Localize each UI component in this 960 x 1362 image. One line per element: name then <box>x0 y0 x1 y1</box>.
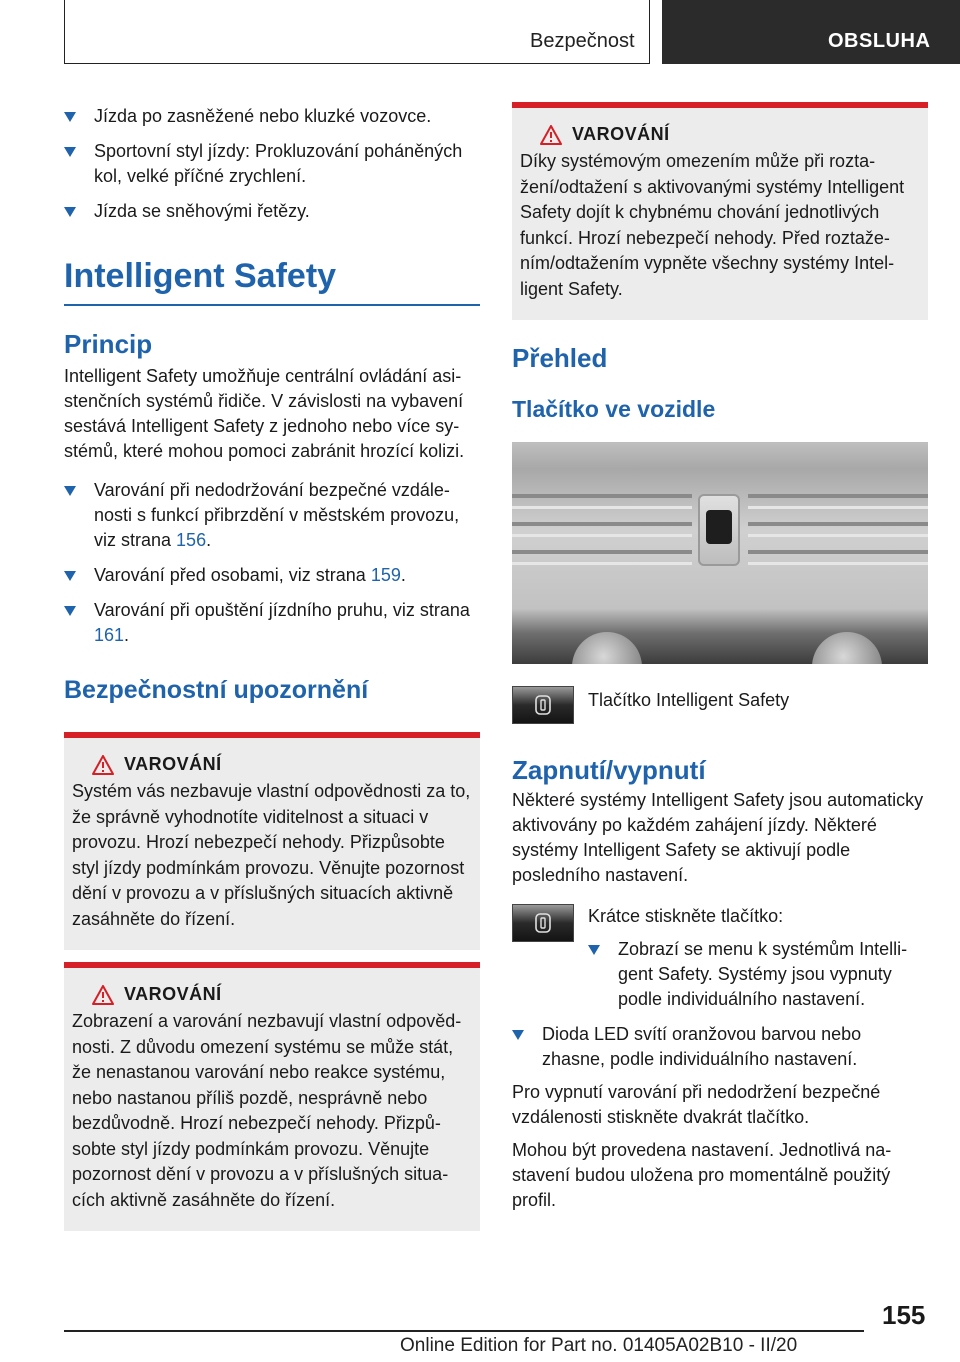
principle-heading: Princip <box>64 329 153 359</box>
button-caption: Tlačítko Intelligent Safety <box>588 690 790 710</box>
triangle-bullet-icon <box>64 486 76 496</box>
list-item: Varování při opuštění jízdního pruhu, viz strana 161. <box>64 598 480 648</box>
list-item: Zobrazí se menu k systémům Intelligent Safety. Systémy jsou vypnuty podle individuálního nastavení. <box>588 937 928 1012</box>
list-item: Varování při nedodržování bezpečné vzdálenosti s funkcí přibrzdění v městském provozu, viz strana 156. <box>64 478 480 553</box>
left-column <box>64 100 480 1231</box>
warning-title: VAROVÁNÍ <box>572 124 670 144</box>
warning-triangle-icon <box>92 755 114 775</box>
press-button-row <box>512 904 928 1012</box>
list-item: Varování před osobami, viz strana 159. <box>64 563 480 588</box>
button-caption-row <box>512 686 928 724</box>
section-title: Bezpečnost <box>530 30 635 52</box>
edition-footer: Online Edition for Part no. 01405A02B10 - II/20 <box>400 1335 798 1356</box>
list-item: Dioda LED svítí oranžovou barvou nebo zhasne, podle individuálního nastavení. <box>512 1022 928 1072</box>
right-column <box>512 102 928 1213</box>
press-instruction: Krátce stiskněte tlačítko: <box>588 906 784 926</box>
triangle-bullet-icon <box>64 112 76 122</box>
triangle-bullet-icon <box>64 147 76 157</box>
list-item: Sportovní styl jízdy: Prokluzování poháněných kol, velké příčné zrychlení. <box>64 139 480 189</box>
title-underline <box>64 304 480 306</box>
warning-triangle-icon <box>540 125 562 145</box>
page-reference-link[interactable]: 159 <box>370 565 401 585</box>
button-subheading: Tlačítko ve vozidle <box>512 396 716 422</box>
warning-text: Systém vás nezbavuje vlastní odpovědnosti za to, že správně vyhodnotíte viditelnost a situaci v provozu. Hrozí nebezpečí nehody. Přizpůsobte styl jízdy podmínkám provozu. Věnujte pozornost dění v provozu a v příslušných situacích aktivně zasáhněte do řízení. <box>72 781 471 929</box>
warning-text: Díky systémovým omezením může při roztažení/odtažení s aktivovanými systémy Intelligent Safety dojít k chybnému chování jednotlivých funkcí. Hrozí nebezpečí nehody. Před roztažením/odtažením vypněte všechny systémy Intelligent Safety. <box>520 151 905 299</box>
page-title: Intelligent Safety <box>64 257 337 295</box>
footer-rule <box>64 1330 864 1332</box>
intelligent-safety-button <box>698 494 740 566</box>
onoff-heading: Zapnutí/vypnutí <box>512 755 706 785</box>
overview-heading: Přehled <box>512 343 608 373</box>
triangle-bullet-icon <box>588 945 600 955</box>
vehicle-button-photo <box>512 442 928 664</box>
warning-triangle-icon <box>92 985 114 1005</box>
triangle-bullet-icon <box>64 571 76 581</box>
principle-text: Intelligent Safety umožňuje centrální ovládání asistenčních systémů řidiče. V závislosti na vybavení sestává Intelligent Safety z jednoho nebo více systémů, které mohou pomoci zabránit hrozící kolizi. <box>64 366 465 461</box>
triangle-bullet-icon <box>512 1030 524 1040</box>
warning-box <box>64 732 480 950</box>
page-reference-link[interactable]: 161 <box>94 625 125 645</box>
triangle-bullet-icon <box>64 207 76 217</box>
intelligent-safety-button-icon <box>512 686 574 724</box>
warning-box <box>512 102 928 320</box>
warning-title: VAROVÁNÍ <box>124 984 222 1004</box>
onoff-text: Některé systémy Intelligent Safety jsou automaticky aktivovány po každém zahájení jízdy. Některé systémy Intelligent Safety se aktivují podle posledního nastavení. <box>512 790 924 885</box>
paragraph: Pro vypnutí varování při nedodržení bezpečné vzdálenosti stiskněte dvakrát tlačítko. <box>512 1082 881 1127</box>
list-item: Jízda po zasněžené nebo kluzké vozovce. <box>64 104 480 129</box>
paragraph: Mohou být provedena nastavení. Jednotlivá nastavení budou uložena pro momentálně použitý profil. <box>512 1140 892 1210</box>
page-number: 155 <box>882 1300 926 1330</box>
chapter-title: OBSLUHA <box>828 30 931 52</box>
warning-box <box>64 962 480 1231</box>
safety-heading: Bezpečnostní upozornění <box>64 676 369 704</box>
list-item: Jízda se sněhovými řetězy. <box>64 199 480 224</box>
warning-text: Zobrazení a varování nezbavují vlastní odpovědnosti. Z důvodu omezení systému se může stát, že nenastanou varování nebo reakce systému, nebo nastanou příliš pozdě, nesprávně nebo bezdůvodně. Hrozí nebezpečí nehody. Přizpůsobte styl jízdy podmínkám provozu. Věnujte pozornost dění v provozu a v příslušných situacích aktivně zasáhněte do řízení. <box>72 1011 462 1210</box>
warning-title: VAROVÁNÍ <box>124 754 222 774</box>
intelligent-safety-button-icon <box>512 904 574 942</box>
triangle-bullet-icon <box>64 606 76 616</box>
page-reference-link[interactable]: 156 <box>176 530 207 550</box>
